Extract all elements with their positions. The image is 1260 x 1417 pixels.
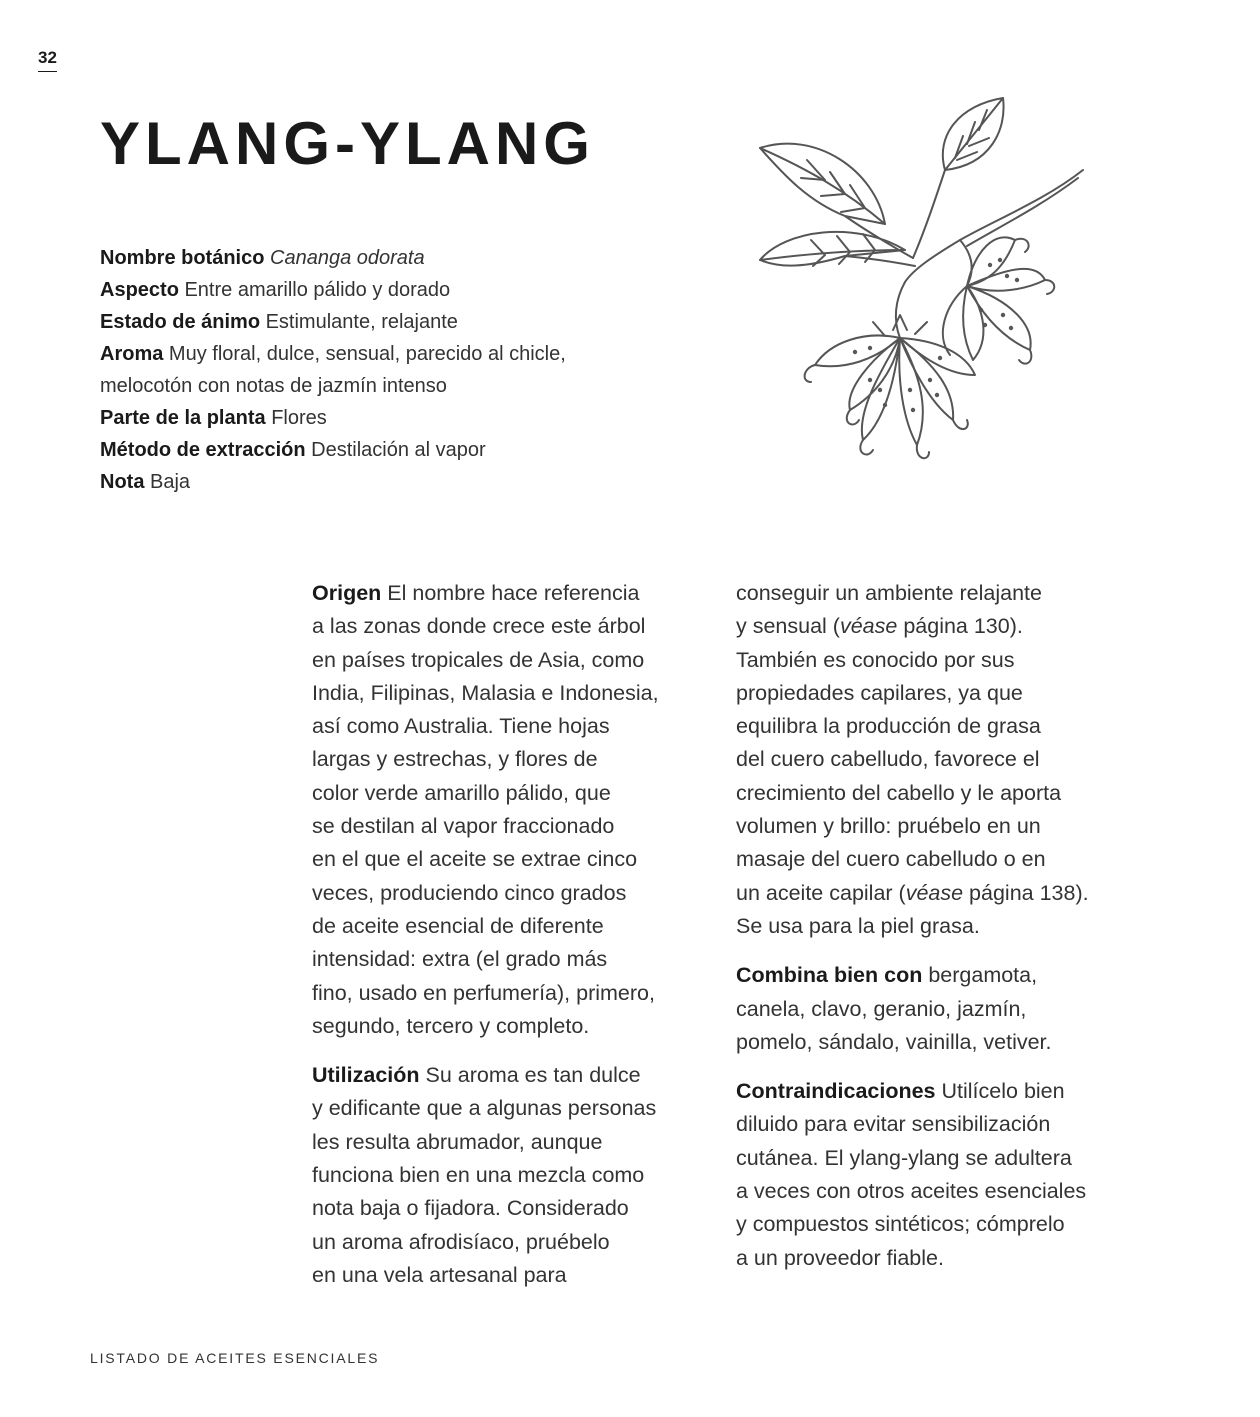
- fact-label: Parte de la planta: [100, 407, 266, 429]
- text-line: propiedades capilares, ya que: [736, 680, 1023, 705]
- section-label: Origen: [312, 581, 382, 605]
- text-line: Se usa para la piel grasa.: [736, 913, 980, 938]
- text-line: fino, usado en perfumería), primero,: [312, 980, 655, 1005]
- flower-cluster-lower: [805, 315, 975, 458]
- branch-stem: [905, 170, 1083, 282]
- text-line: pomelo, sándalo, vainilla, vetiver.: [736, 1029, 1052, 1054]
- text-line: El nombre hace referencia: [387, 581, 640, 605]
- fact-plant-part: [100, 402, 660, 434]
- fact-label: Nota: [100, 471, 145, 493]
- text-line: nota baja o fijadora. Considerado: [312, 1196, 629, 1221]
- running-footer: LISTADO DE ACEITES ESENCIALES: [90, 1350, 380, 1366]
- fact-note: [100, 466, 660, 498]
- fact-value: Cananga odorata: [270, 247, 425, 269]
- text-line: bergamota,: [928, 963, 1038, 988]
- fact-extraction-method: [100, 434, 660, 466]
- text-line: un aceite capilar (: [736, 880, 906, 905]
- section-utilizacion: [312, 1059, 712, 1292]
- fact-value: Destilación al vapor: [311, 439, 486, 461]
- text-line: y sensual (: [736, 614, 840, 639]
- fact-label: Aspecto: [100, 279, 179, 301]
- fact-value: Muy floral, dulce, sensual, parecido al chicle,: [168, 343, 566, 365]
- text-line: masaje del cuero cabelludo o en: [736, 847, 1046, 872]
- text-line: a un proveedor fiable.: [736, 1245, 944, 1270]
- fact-value: Entre amarillo pálido y dorado: [184, 279, 451, 301]
- fact-value: Estimulante, relajante: [265, 311, 458, 333]
- section-label: Contraindicaciones: [736, 1079, 936, 1104]
- cross-reference: véase: [905, 880, 964, 905]
- fact-botanical-name: [100, 242, 660, 274]
- text-line: canela, clavo, geranio, jazmín,: [736, 996, 1027, 1021]
- text-line: en una vela artesanal para: [312, 1262, 567, 1287]
- body-column-left: [312, 577, 712, 1308]
- text-line: conseguir un ambiente relajante: [736, 581, 1042, 605]
- section-label: Utilización: [312, 1063, 420, 1088]
- text-line: a veces con otros aceites esenciales: [736, 1179, 1087, 1204]
- text-line: les resulta abrumador, aunque: [312, 1129, 603, 1154]
- fact-mood: [100, 306, 660, 338]
- fact-appearance: [100, 274, 660, 306]
- fact-label: Método de extracción: [100, 439, 306, 461]
- section-label: Combina bien con: [736, 963, 923, 988]
- text-line: Utilícelo bien: [941, 1079, 1065, 1104]
- flower-cluster-upper: [943, 237, 1054, 363]
- section-origen: [312, 577, 712, 1043]
- fact-value: Flores: [271, 407, 327, 429]
- ylang-ylang-illustration: [745, 90, 1145, 480]
- text-line: También es conocido por sus: [736, 647, 1015, 672]
- text-line: del cuero cabelludo, favorece el: [736, 747, 1040, 772]
- fact-label: Aroma: [100, 343, 164, 365]
- text-line: intensidad: extra (el grado más: [312, 947, 608, 972]
- text-line: veces, produciendo cinco grados: [312, 880, 627, 905]
- page-title: YLANG-YLANG: [100, 110, 595, 177]
- leaf-stalk: [845, 256, 915, 266]
- text-line: en el que el aceite se extrae cinco: [312, 847, 638, 872]
- cross-reference: véase: [839, 614, 898, 639]
- text-line: un aroma afrodisíaco, pruébelo: [312, 1229, 610, 1254]
- text-line: y edificante que a algunas personas: [312, 1096, 657, 1121]
- text-line: crecimiento del cabello y le aporta: [736, 780, 1062, 805]
- text-line: equilibra la producción de grasa: [736, 714, 1041, 739]
- text-line: diluido para evitar sensibilización: [736, 1112, 1051, 1137]
- page-number: 32: [38, 48, 57, 72]
- text-line: a las zonas donde crece este árbol: [312, 614, 646, 639]
- text-line: y compuestos sintéticos; cómprelo: [736, 1212, 1065, 1237]
- branch-stem-inner: [967, 178, 1078, 246]
- section-combina: [736, 959, 1146, 1059]
- fact-value: Baja: [150, 471, 191, 493]
- body-column-right: [736, 577, 1146, 1291]
- text-line: de aceite esencial de diferente: [312, 913, 604, 938]
- fact-label: Estado de ánimo: [100, 311, 261, 333]
- fact-aroma: [100, 338, 660, 370]
- flower-stem: [960, 240, 972, 286]
- text-line: funciona bien en una mezcla como: [312, 1163, 645, 1188]
- text-line: Su aroma es tan dulce: [425, 1063, 641, 1088]
- text-line: color verde amarillo pálido, que: [312, 780, 611, 805]
- text-line: volumen y brillo: pruébelo en un: [736, 814, 1041, 839]
- text-line: largas y estrechas, y flores de: [312, 747, 598, 772]
- text-line: India, Filipinas, Malasia e Indonesia,: [312, 680, 659, 705]
- fact-aroma-continuation: [100, 370, 660, 402]
- text-line: así como Australia. Tiene hojas: [312, 714, 610, 739]
- text-line: cutánea. El ylang-ylang se adultera: [736, 1145, 1072, 1170]
- text-line: segundo, tercero y completo.: [312, 1013, 590, 1038]
- leaf-stalk: [913, 170, 945, 258]
- section-contraindicaciones: [736, 1075, 1146, 1275]
- fact-value: melocotón con notas de jazmín intenso: [100, 375, 447, 397]
- fact-label: Nombre botánico: [100, 247, 265, 269]
- text-line: se destilan al vapor fraccionado: [312, 814, 615, 839]
- leaf-midrib: [945, 98, 1003, 170]
- facts-list: [100, 242, 660, 498]
- flower-stem: [896, 282, 905, 338]
- leaf-midrib: [760, 148, 885, 224]
- section-utilizacion-continued: [736, 577, 1146, 943]
- text-line: página 138).: [963, 880, 1089, 905]
- text-line: en países tropicales de Asia, como: [312, 647, 645, 672]
- text-line: página 130).: [897, 614, 1023, 639]
